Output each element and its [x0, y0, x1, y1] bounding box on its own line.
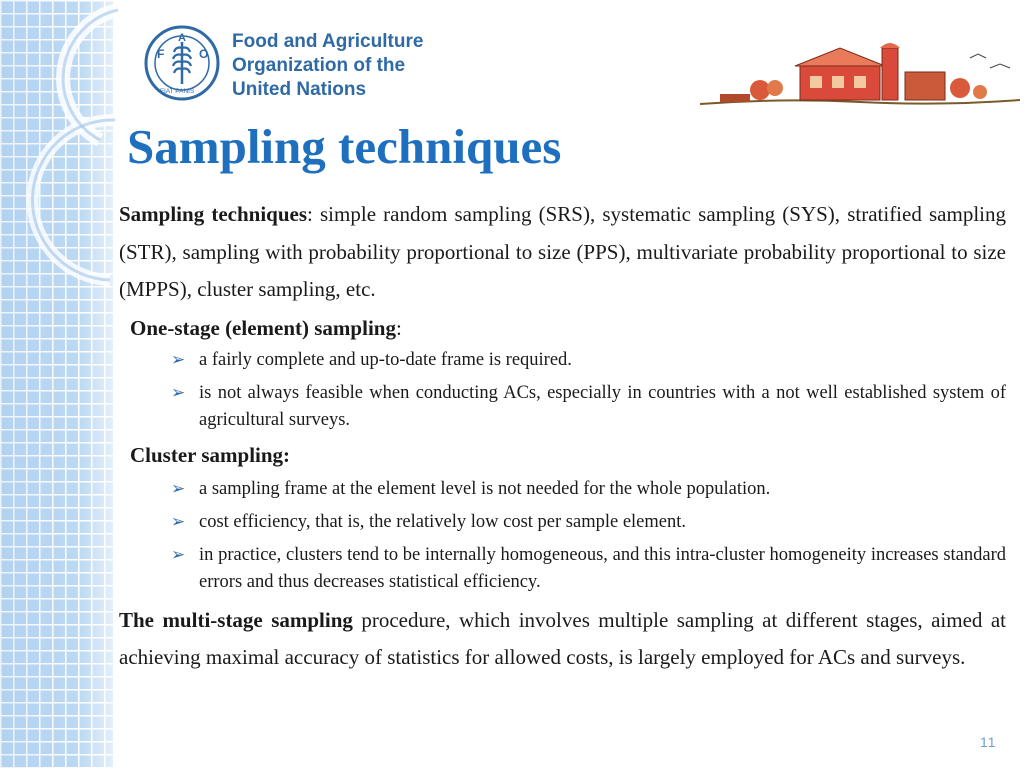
logo-letter-o: O [199, 47, 209, 61]
cluster-bullet-list [119, 476, 1006, 596]
list-item [171, 476, 1006, 503]
list-item [171, 542, 1006, 596]
slide-content [119, 196, 1006, 677]
logo-letter-a: A [178, 32, 186, 44]
arrow-right-icon: ➢ [171, 349, 186, 370]
org-name-line-3: United Nations [232, 79, 367, 100]
farm-illustration-icon [700, 38, 1020, 110]
section-heading-suffix: : [395, 315, 402, 340]
list-item [171, 347, 1006, 374]
intro-label: Sampling techniques [119, 202, 308, 226]
bullet-text: is not always feasible when conducting ACs, especially in countries with a not well established system of agricultural surveys. [199, 382, 1006, 430]
bullet-text: in practice, clusters tend to be internally homogeneous, and this intra-cluster homogeneity increases standard errors and thus decreases statistical efficiency. [199, 544, 1006, 592]
list-item [171, 380, 1006, 434]
logo-letter-f: F [157, 47, 165, 61]
closing-paragraph [119, 602, 1006, 677]
logo-motto: FIAT PANIS [160, 88, 195, 95]
bullet-text: a sampling frame at the element level is not needed for the whole population. [199, 478, 771, 499]
arrow-right-icon: ➢ [171, 511, 186, 532]
arrow-right-icon: ➢ [171, 478, 186, 499]
section-heading-text: One-stage (element) sampling [130, 315, 396, 340]
page-title: Sampling techniques [127, 119, 562, 174]
one-stage-bullet-list [119, 347, 1006, 434]
arrow-right-icon: ➢ [171, 544, 186, 565]
intro-text: : simple random sampling (SRS), systematic sampling (SYS), stratified sampling (STR), sampling with probability proportional to size (PPS), multivariate probability proportional to size (MPPS), cluster sampling, etc. [119, 202, 1006, 301]
list-item [171, 509, 1006, 536]
arrow-right-icon: ➢ [171, 382, 186, 403]
page-number: 11 [980, 734, 997, 750]
bullet-text: a fairly complete and up-to-date frame is required. [199, 349, 572, 370]
organization-name [232, 30, 423, 102]
org-name-line-1: Food and Agriculture [232, 31, 424, 52]
fao-logo-icon [143, 24, 221, 102]
closing-label: The multi-stage sampling [119, 607, 353, 632]
section-heading-one-stage [119, 313, 1006, 343]
section-heading-text: Cluster sampling: [130, 442, 291, 467]
intro-paragraph [119, 196, 1006, 309]
closing-text: procedure, which involves multiple sampling at different stages, aimed at achieving maximal accuracy of statistics for allowed costs, is largely employed for ACs and surveys. [119, 607, 1007, 669]
section-heading-cluster [119, 440, 1006, 470]
org-name-line-2: Organization of the [232, 55, 406, 76]
bullet-text: cost efficiency, that is, the relatively low cost per sample element. [199, 511, 686, 532]
